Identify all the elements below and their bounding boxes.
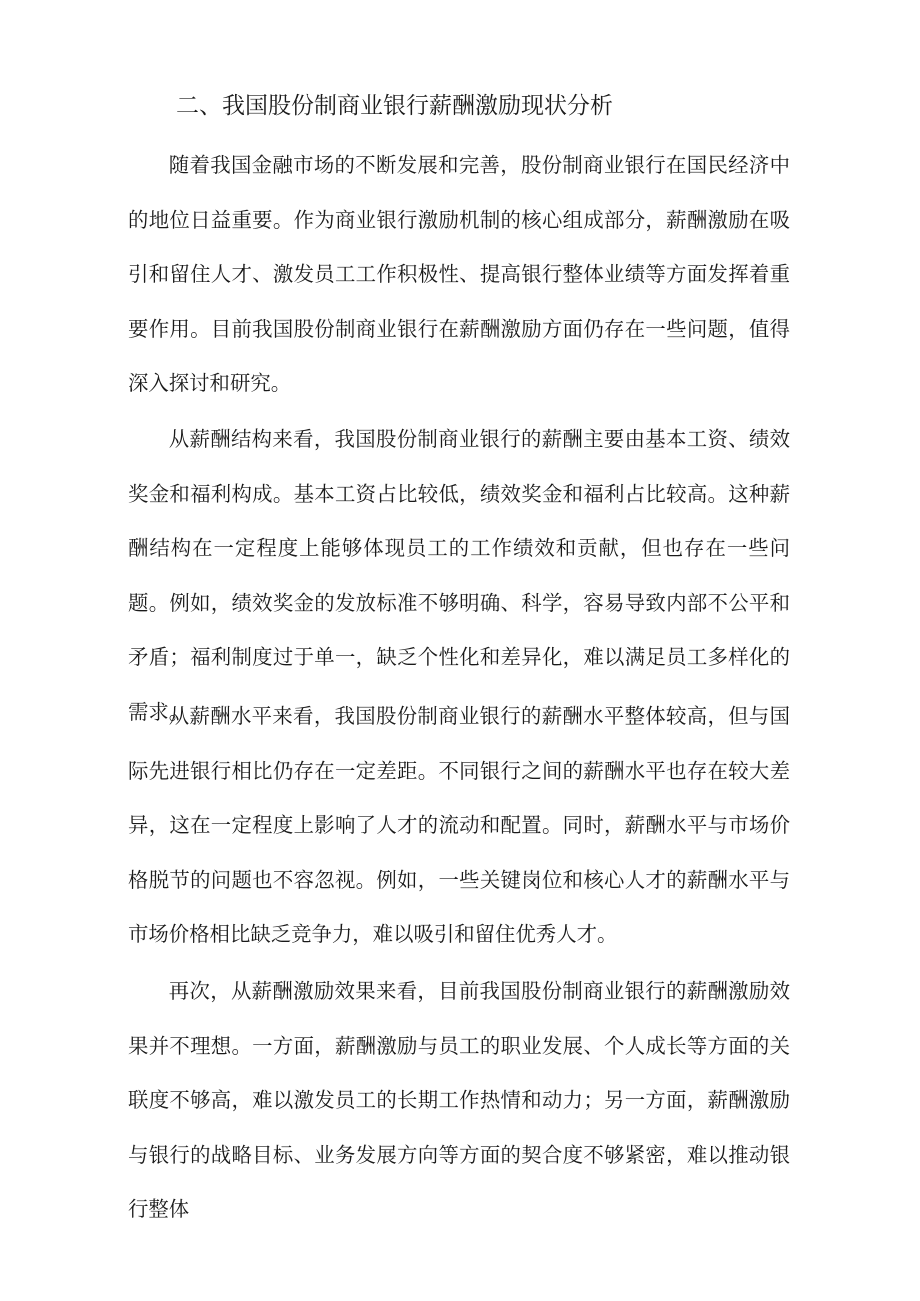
- body-paragraph: 随着我国金融市场的不断发展和完善，股份制商业银行在国民经济中的地位日益重要。作为商业银行激励机制的核心组成部分，薪酬激励在吸引和留住人才、激发员工工作积极性、提高银行整体业绩等方面发挥着重要作用。目前我国股份制商业银行在薪酬激励方面仍存在一些问题，值得深入探讨和研究。: [128, 153, 790, 395]
- body-paragraph: 从薪酬水平来看，我国股份制商业银行的薪酬水平整体较高，但与国际先进银行相比仍存在一定差距。不同银行之间的薪酬水平也存在较大差异，这在一定程度上影响了人才的流动和配置。同时，薪酬水平与市场价格脱节的问题也不容忽视。例如，一些关键岗位和核心人才的薪酬水平与市场价格相比缺乏竞争力，难以吸引和留住优秀人才。: [128, 704, 790, 946]
- body-paragraph: 再次，从薪酬激励效果来看，目前我国股份制商业银行的薪酬激励效果并不理想。一方面，薪酬激励与员工的职业发展、个人成长等方面的关联度不够高，难以激发员工的长期工作热情和动力；另一方面，薪酬激励与银行的战略目标、业务发展方向等方面的契合度不够紧密，难以推动银行整体: [128, 979, 790, 1221]
- section-heading: 二、我国股份制商业银行薪酬激励现状分析: [176, 93, 613, 119]
- body-paragraph: 从薪酬结构来看，我国股份制商业银行的薪酬主要由基本工资、绩效奖金和福利构成。基本工资占比较低，绩效奖金和福利占比较高。这种薪酬结构在一定程度上能够体现员工的工作绩效和贡献，但也存在一些问题。例如，绩效奖金的发放标准不够明确、科学，容易导致内部不公平和矛盾；福利制度过于单一，缺乏个性化和差异化，难以满足员工多样化的需求。: [128, 427, 790, 724]
